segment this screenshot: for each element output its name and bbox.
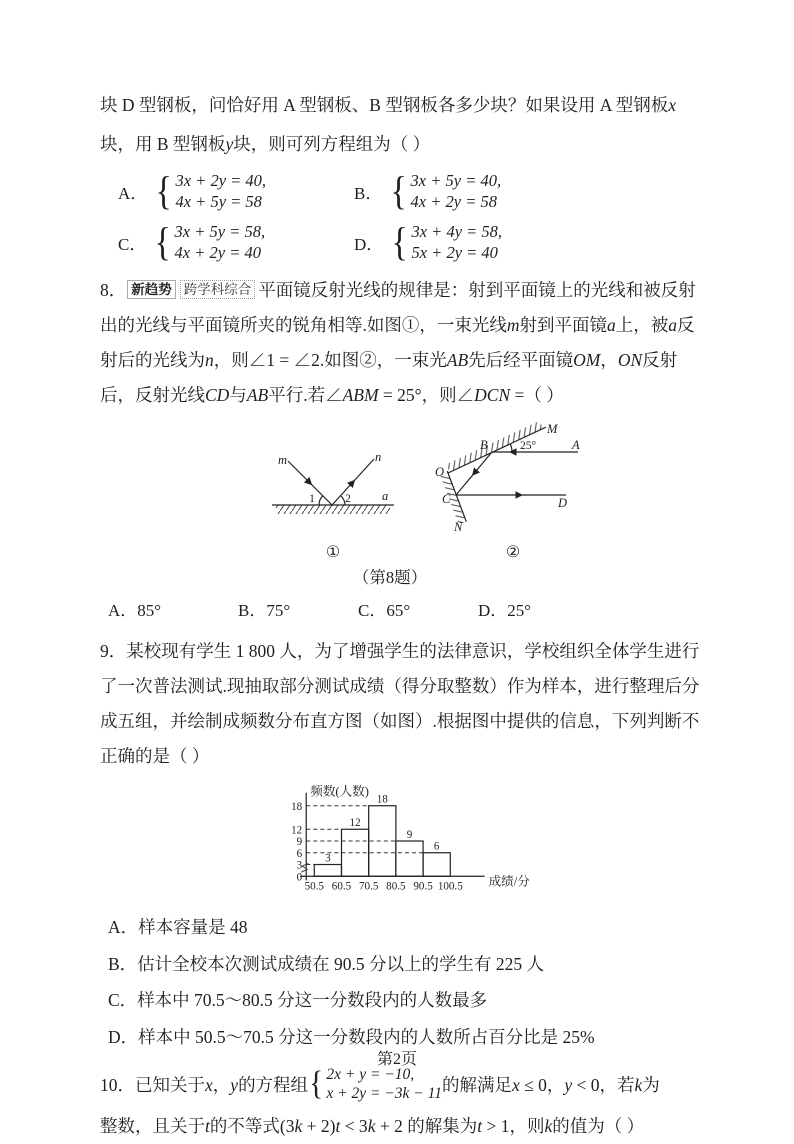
- frequency-histogram: [276, 780, 548, 900]
- label-angle-1: 1: [309, 493, 315, 505]
- answer-text: 65°: [386, 601, 411, 620]
- option-text: 样本中 50.5～70.5 分这一分数段内的人数所占百分比是 25%: [138, 1026, 595, 1047]
- equation-line: 4x + 2y = 58: [410, 192, 497, 211]
- brace-glyph: {: [391, 219, 409, 264]
- option-label: A．: [108, 917, 139, 937]
- q9-options: [100, 909, 710, 1055]
- equation-line: 4x + 2y = 40: [174, 243, 261, 262]
- q8-number: 8．: [100, 280, 127, 300]
- label-n: n: [375, 450, 382, 464]
- x-tick-label: 80.5: [386, 880, 406, 893]
- brace-glyph: {: [390, 168, 408, 213]
- option-label: C．: [118, 234, 147, 254]
- q8-line-2: 出的光线与平面镜所夹的锐角相等.如图①，一束光线m射到平面镜a上，被a反: [100, 315, 695, 335]
- equation-line: 5x + 2y = 40: [411, 243, 498, 262]
- q9-option-c: [108, 982, 710, 1019]
- angle-25-arc: [510, 444, 512, 453]
- y-tick-label: 12: [291, 824, 303, 837]
- page-number: 第2页: [376, 1051, 417, 1068]
- q9-option-a: [108, 909, 710, 946]
- q7-option-c: [118, 221, 354, 263]
- q8-line-4: 后，反射光线CD与AB平行.若∠ABM = 25°，则∠DCN =（ ）: [100, 385, 564, 405]
- q7-line-1: 块 D 型钢板，问恰好用 A 型钢板、B 型钢板各多少块？如果设用 A 型钢板x: [100, 95, 677, 115]
- x-tick-label: 60.5: [331, 880, 352, 893]
- q9-option-b: [108, 946, 710, 983]
- option-label: C．: [108, 990, 138, 1010]
- q7-option-d: [354, 221, 710, 263]
- y-tick-label: 0: [296, 871, 303, 884]
- badge-cross-subject: 跨学科综合: [180, 280, 256, 299]
- q8-answer-a: [108, 596, 238, 626]
- histogram-bar: [423, 853, 450, 877]
- label-N: N: [454, 520, 463, 534]
- x-axis-label: 成绩/分: [488, 874, 530, 889]
- q8-answer-d: [478, 596, 710, 626]
- histogram-bar: [314, 865, 341, 877]
- equation-line: 3x + 5y = 40,: [410, 171, 502, 190]
- bar-value-label: 6: [433, 840, 440, 853]
- label-O: O: [435, 465, 445, 479]
- figure-1-caption: ①: [325, 544, 341, 561]
- label-M: M: [547, 422, 558, 436]
- q9-line-1: 9．某校现有学生 1 800 人，为了增强学生的法律意识，学校组织全体学生进行: [100, 641, 700, 661]
- label-A: A: [572, 438, 580, 452]
- label-B: B: [480, 438, 488, 452]
- label-a: a: [382, 489, 389, 503]
- q7-option-b: [354, 170, 710, 212]
- x-tick-label: 70.5: [358, 880, 379, 893]
- q10-equation-system: [308, 1065, 442, 1104]
- mirror-reflection-diagram-2: [428, 423, 598, 535]
- figure-2-caption: ②: [505, 544, 521, 561]
- x-tick-label: 50.5: [304, 880, 324, 893]
- exam-page-content: [100, 86, 710, 1144]
- q9-line-3: 成五组，并绘制成频数分布直方图（如图）.根据图中提供的信息，下列判断不: [100, 711, 700, 731]
- label-25-degrees: 25°: [520, 440, 537, 452]
- bar-value-label: 12: [349, 817, 361, 830]
- q7-stem: [100, 86, 710, 164]
- equation-line: 2x + y = −10,: [326, 1065, 415, 1083]
- q8-line-1-text: 平面镜反射光线的规律是：射到平面镜上的光线和被反射: [258, 280, 696, 300]
- x-tick-label: 100.5: [437, 880, 463, 893]
- histogram-bar: [396, 841, 423, 876]
- q9-line-4: 正确的是（ ）: [100, 746, 210, 766]
- option-text: 样本容量是 48: [138, 917, 248, 937]
- option-label: A．: [118, 183, 148, 203]
- q7-options: [118, 170, 710, 263]
- q10-post-text: 的解满足x ≤ 0，y < 0，若k为: [441, 1074, 660, 1095]
- option-label: B．: [108, 953, 138, 974]
- q10-pre-text: 10．已知关于x，y的方程组: [100, 1074, 309, 1095]
- q7-option-a: [118, 170, 354, 212]
- y-tick-label: 3: [296, 859, 303, 872]
- option-text: 样本中 70.5～80.5 分这一分数段内的人数最多: [137, 990, 488, 1010]
- q9-chart-wrap: [276, 780, 710, 905]
- option-label: B．: [354, 183, 383, 203]
- equation-line: 3x + 4y = 58,: [411, 222, 503, 241]
- answer-label: A．: [108, 601, 138, 620]
- y-tick-label: 9: [296, 836, 303, 849]
- label-angle-2: 2: [345, 493, 351, 505]
- mirror-reflection-diagram-1: [268, 439, 398, 535]
- answer-text: 85°: [137, 601, 162, 620]
- q8-stem: [100, 273, 710, 413]
- badge-new-trend: 新趋势: [127, 280, 176, 299]
- bar-value-label: 18: [376, 793, 388, 806]
- option-label: D．: [354, 234, 384, 254]
- equation-line: 3x + 2y = 40,: [175, 171, 267, 190]
- q8-answers: [108, 596, 710, 626]
- label-C: C: [442, 492, 451, 506]
- option-label: D．: [108, 1026, 139, 1047]
- y-tick-label: 18: [291, 800, 303, 813]
- angle-1-arc: [319, 496, 323, 505]
- equation-line: x + 2y = −3k − 11: [326, 1085, 442, 1102]
- brace-glyph: {: [154, 219, 172, 264]
- q9-stem: [100, 634, 710, 774]
- equation-line: 4x + 5y = 58: [175, 192, 262, 211]
- q8-figure: [268, 423, 710, 564]
- q8-answer-c: [358, 596, 478, 626]
- q8-line-3: 射后的光线为n，则∠1 = ∠2.如图②，一束光AB先后经平面镜OM，ON反射: [100, 350, 678, 370]
- reflected-ray-n: [332, 459, 374, 505]
- brace-glyph: {: [309, 1065, 324, 1102]
- q8-figure-1: [268, 439, 398, 564]
- q8-figure-title: （第8题）: [352, 568, 428, 587]
- q8-line-1: [100, 273, 710, 308]
- q10-line-2: 整数，且关于t的不等式(3k + 2)t < 3k + 2 的解集为t > 1，则k的值为（ ）: [100, 1116, 645, 1136]
- y-axis-label: 频数(人数): [310, 784, 369, 799]
- answer-label: D．: [478, 601, 508, 620]
- option-text: 估计全校本次测试成绩在 90.5 分以上的学生有 225 人: [137, 953, 545, 974]
- answer-label: C．: [358, 601, 387, 620]
- label-D: D: [558, 496, 568, 510]
- q8-answer-b: [238, 596, 358, 626]
- q8-figure-2: [428, 423, 598, 564]
- brace-glyph: {: [155, 168, 173, 213]
- q9-line-2: 了一次普法测试.现抽取部分测试成绩（得分取整数）作为样本，进行整理后分: [100, 676, 700, 696]
- q7-line-2: 块，用 B 型钢板y块，则可列方程组为（ ）: [100, 134, 431, 154]
- equation-line: 3x + 5y = 58,: [174, 222, 266, 241]
- bar-value-label: 9: [406, 828, 413, 841]
- answer-label: B．: [238, 601, 267, 620]
- answer-text: 75°: [266, 601, 291, 620]
- mirror-hatching: [276, 506, 390, 515]
- x-tick-label: 90.5: [413, 880, 433, 893]
- label-m: m: [278, 453, 288, 467]
- bar-value-label: 3: [325, 852, 331, 865]
- y-tick-label: 6: [296, 847, 303, 860]
- answer-text: 25°: [507, 601, 532, 620]
